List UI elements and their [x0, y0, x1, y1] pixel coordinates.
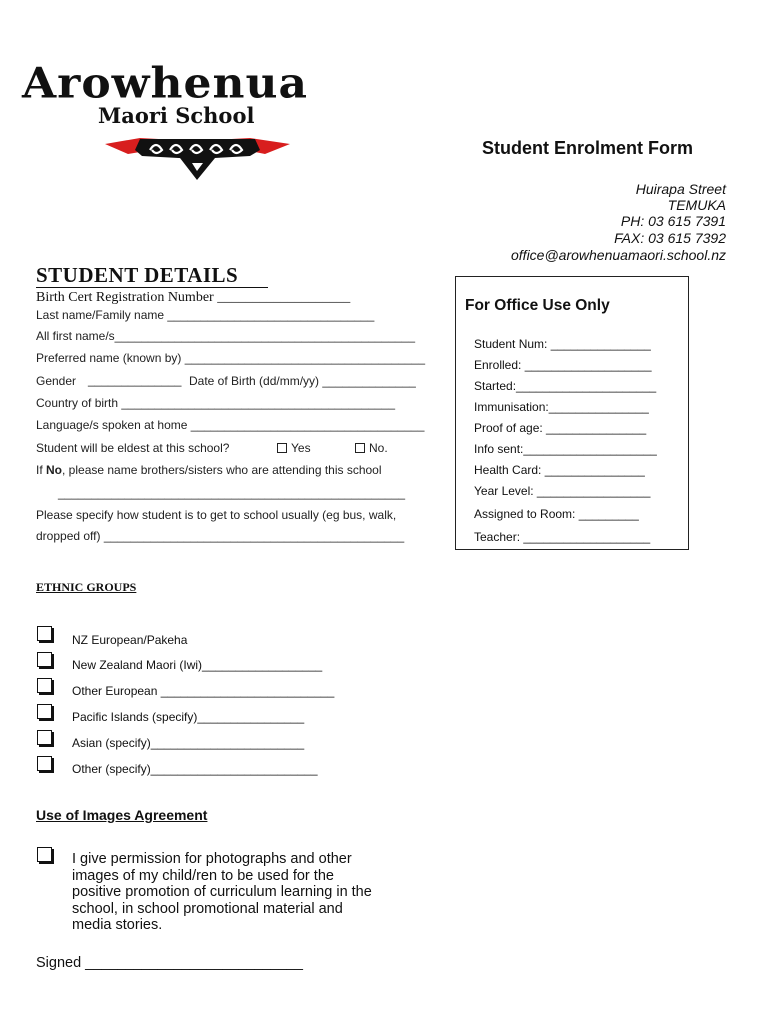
no-label: No. [369, 441, 388, 455]
birth-cert-field[interactable]: Birth Cert Registration Number ___________________ [36, 290, 351, 305]
siblings-question [36, 463, 382, 477]
office-use-title: For Office Use Only [465, 297, 610, 314]
office-year-level-field[interactable]: Year Level: _________________ [474, 484, 651, 498]
languages-field[interactable]: Language/s spoken at home ___________________________________ [36, 418, 425, 432]
address-phone: PH: 03 615 7391 [620, 213, 726, 229]
ethnic-checkbox-other[interactable] [37, 756, 52, 771]
siblings-no-bold: No [46, 463, 63, 477]
ethnic-label-maori: New Zealand Maori (Iwi)__________________ [72, 658, 323, 672]
ethnic-label-other: Other (specify)_________________________ [72, 762, 318, 776]
ethnic-checkbox-maori[interactable] [37, 652, 52, 667]
signature-field[interactable]: Signed ___________________________ [36, 955, 303, 971]
ethnic-checkbox-nz-european[interactable] [37, 626, 52, 641]
office-immunisation-field[interactable]: Immunisation:_______________ [474, 400, 649, 414]
images-permission-checkbox[interactable] [37, 847, 52, 862]
eldest-question: Student will be eldest at this school? [36, 441, 230, 455]
ethnic-label-nz-european: NZ European/Pakeha [72, 633, 188, 647]
office-started-field[interactable]: Started:_____________________ [474, 379, 657, 393]
no-checkbox[interactable] [355, 443, 365, 453]
gender-label: Gender [36, 374, 77, 388]
school-logo-name: Arowhenua [22, 59, 309, 108]
country-of-birth-field[interactable]: Country of birth _________________________________________ [36, 396, 395, 410]
office-proof-of-age-field[interactable]: Proof of age: _______________ [474, 421, 647, 435]
preferred-name-field[interactable]: Preferred name (known by) ____________________________________ [36, 351, 425, 365]
form-title: Student Enrolment Form [482, 138, 693, 158]
office-health-card-field[interactable]: Health Card: _______________ [474, 463, 645, 477]
office-info-sent-field[interactable]: Info sent:____________________ [474, 442, 657, 456]
transport-question: Please specify how student is to get to school usually (eg bus, walk, [36, 508, 397, 522]
address-street: Huirapa Street [635, 181, 726, 197]
address-fax: FAX: 03 615 7392 [614, 230, 726, 246]
first-names-field[interactable]: All first name/s_____________________________________________ [36, 329, 416, 343]
office-student-num-field[interactable]: Student Num: _______________ [474, 337, 651, 351]
ethnic-checkbox-other-european[interactable] [37, 678, 52, 693]
ethnic-label-asian: Asian (specify)_______________________ [72, 736, 305, 750]
ethnic-groups-heading: ETHNIC GROUPS [36, 580, 137, 594]
dob-field[interactable]: Date of Birth (dd/mm/yy) ______________ [189, 374, 416, 388]
eldest-no-option[interactable] [355, 441, 388, 455]
siblings-text: , please name brothers/sisters who are attending this school [62, 463, 382, 477]
siblings-field[interactable]: ____________________________________________________ [58, 486, 406, 500]
ethnic-checkbox-pacific[interactable] [37, 704, 52, 719]
office-enrolled-field[interactable]: Enrolled: ___________________ [474, 358, 652, 372]
yes-label: Yes [291, 441, 311, 455]
last-name-field[interactable]: Last name/Family name _______________________________ [36, 308, 375, 322]
yes-checkbox[interactable] [277, 443, 287, 453]
ethnic-label-pacific: Pacific Islands (specify)________________ [72, 710, 305, 724]
images-agreement-heading: Use of Images Agreement [36, 807, 208, 823]
heading-underline [36, 287, 268, 288]
office-room-field[interactable]: Assigned to Room: _________ [474, 507, 639, 521]
gender-field[interactable]: ______________ [88, 373, 182, 387]
ethnic-checkbox-asian[interactable] [37, 730, 52, 745]
office-teacher-field[interactable]: Teacher: ___________________ [474, 530, 651, 544]
siblings-prefix: If [36, 463, 47, 477]
ethnic-label-other-european: Other European __________________________ [72, 684, 335, 698]
address-email: office@arowhenuamaori.school.nz [511, 247, 726, 263]
maori-pattern-logo-icon [100, 132, 295, 182]
student-details-heading: STUDENT DETAILS [36, 263, 239, 287]
school-logo-subtitle: Maori School [98, 103, 255, 128]
address-town: TEMUKA [667, 197, 726, 213]
images-permission-text: I give permission for photographs and other images of my child/ren to be used for the positive promotion of curriculum learning in the school, in school promotional material and media stories. [72, 851, 372, 934]
eldest-yes-option[interactable] [277, 441, 311, 455]
transport-field[interactable]: dropped off) _____________________________________________ [36, 529, 405, 543]
